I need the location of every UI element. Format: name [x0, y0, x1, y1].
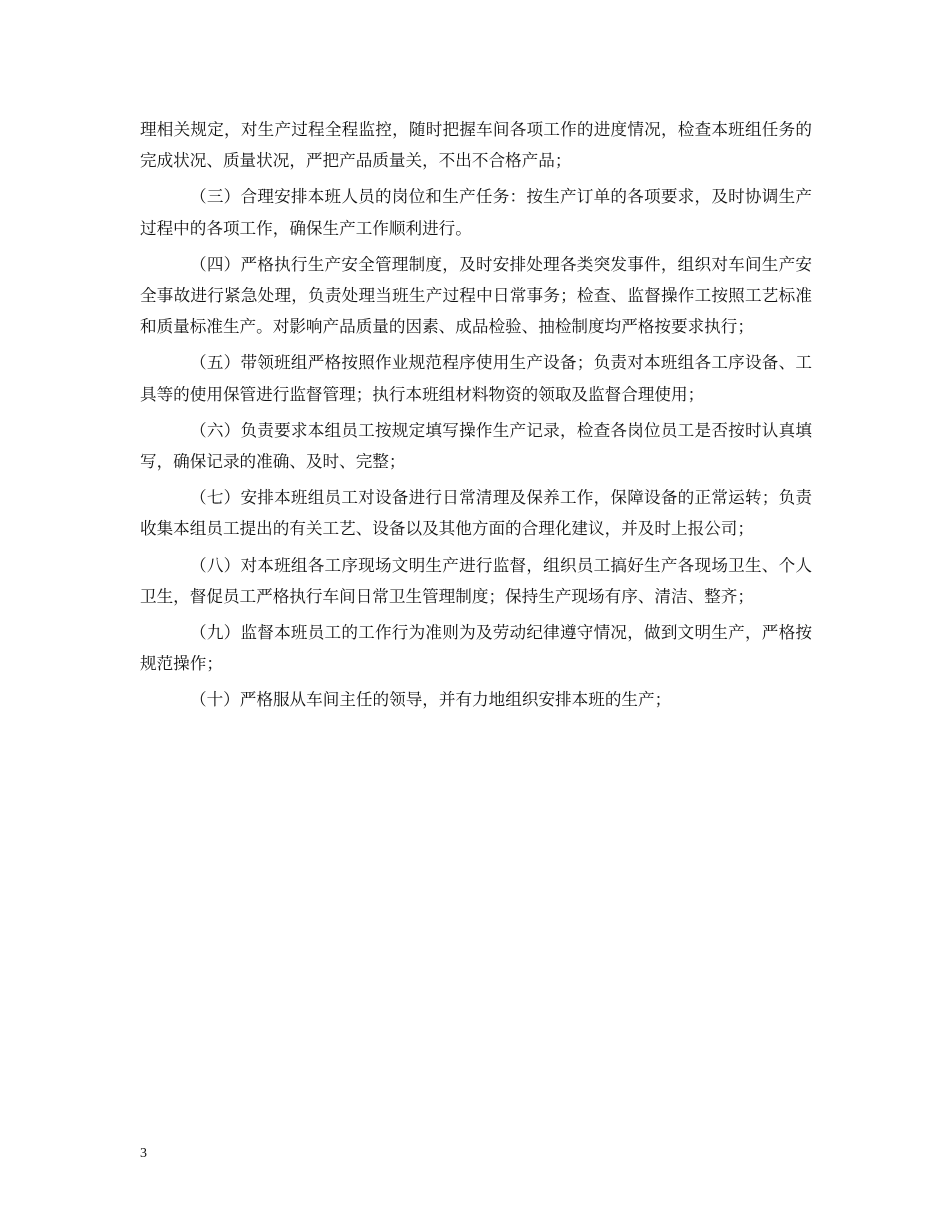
paragraph-item-9: （九）监督本班员工的工作行为准则为及劳动纪律遵守情况，做到文明生产，严格按规范操作；: [140, 623, 812, 674]
paragraph-item-4: （四）严格执行生产安全管理制度，及时安排处理各类突发事件，组织对车间生产安全事故进行紧急处理，负责处理当班生产过程中日常事务；检查、监督操作工按照工艺标准和质量标准生产。对影响产品质量的因素、成品检验、抽检制度均严格按要求执行；: [140, 254, 812, 337]
page-number: 3: [140, 1146, 147, 1161]
paragraph-item-5: （五）带领班组严格按照作业规范程序使用生产设备；负责对本班组各工序设备、工具等的使用保管进行监督管理；执行本班组材料物资的领取及监督合理使用；: [140, 353, 812, 404]
paragraph-item-10: （十）严格服从车间主任的领导，并有力地组织安排本班的生产；: [190, 690, 672, 710]
paragraph-item-8: （八）对本班组各工序现场文明生产进行监督，组织员工搞好生产各现场卫生、个人卫生，督促员工严格执行车间日常卫生管理制度；保持生产现场有序、清洁、整齐；: [140, 555, 812, 606]
paragraph-item-3: （三）合理安排本班人员的岗位和生产任务：按生产订单的各项要求，及时协调生产过程中的各项工作，确保生产工作顺利进行。: [140, 187, 812, 238]
paragraph-continuation: 理相关规定，对生产过程全程监控，随时把握车间各项工作的进度情况，检查本班组任务的完成状况、质量状况，严把产品质量关，不出不合格产品；: [140, 120, 812, 171]
document-body: [140, 114, 812, 721]
paragraph-item-6: （六）负责要求本组员工按规定填写操作生产记录，检查各岗位员工是否按时认真填写，确保记录的准确、及时、完整；: [140, 420, 812, 472]
paragraph-item-7: （七）安排本班组员工对设备进行日常清理及保养工作，保障设备的正常运转；负责收集本组员工提出的有关工艺、设备以及其他方面的合理化建议，并及时上报公司；: [140, 488, 812, 539]
